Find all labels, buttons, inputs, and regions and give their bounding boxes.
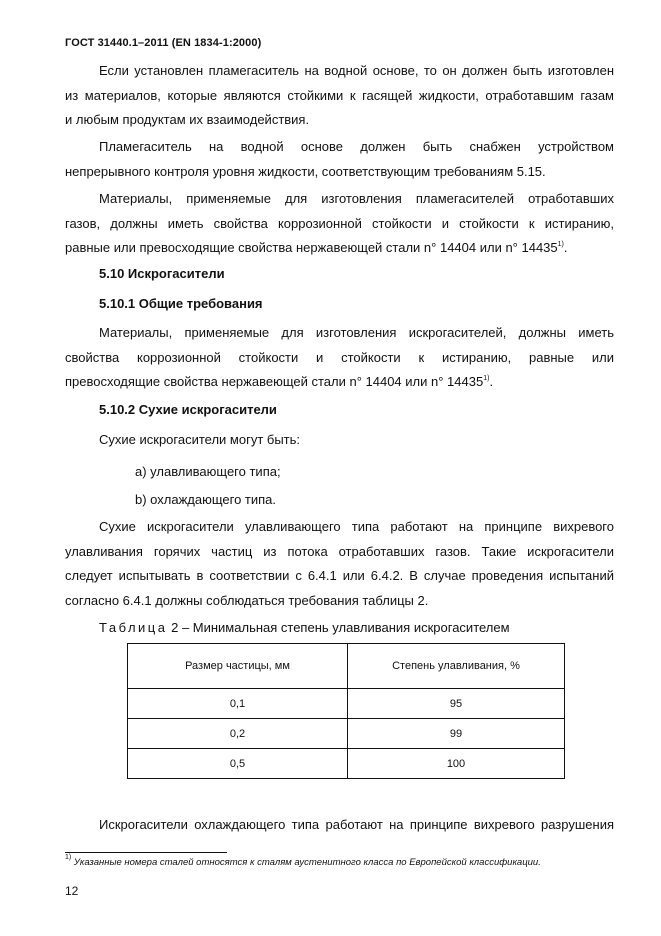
paragraph-cooling-type <box>65 813 614 838</box>
column-header-capture-rate: Степень улавливания, % <box>348 644 565 689</box>
heading-5-10: 5.10 Искрогасители <box>99 266 225 281</box>
text-line: согласно 6.4.1 должны соблюдаться требования таблицы 2. <box>65 592 429 608</box>
text-line: Если установлен пламегаситель на водной основе, то он должен быть изготовлен <box>99 63 614 78</box>
text-line: следует испытывать в соответствии с 6.4.1 или 6.4.2. В случае проведения испытаний <box>65 568 614 583</box>
table-cell: 0,5 <box>128 749 348 779</box>
paragraph-water-flame-arrester <box>65 59 614 133</box>
footnote-divider <box>65 852 227 853</box>
table-cell: 95 <box>348 689 565 719</box>
text-line: и любым продуктам их взаимодействия. <box>65 112 310 127</box>
text-line: свойства коррозионной стойкости и стойкости к истиранию, равные или <box>65 349 614 365</box>
paragraph-level-control <box>65 135 614 184</box>
list-item: b) охлаждающего типа. <box>135 492 277 507</box>
column-header-particle-size: Размер частицы, мм <box>128 644 348 689</box>
footnote-text: Указанные номера сталей относятся к сталям аустенитного класса по Европейской классификации. <box>71 857 541 868</box>
paragraph-dry-arresters-intro <box>65 428 614 453</box>
heading-5-10-1: 5.10.1 Общие требования <box>99 296 263 311</box>
table-cell: 100 <box>348 749 565 779</box>
table-header-row <box>128 644 565 689</box>
capture-rate-table <box>127 643 565 779</box>
page-number: 12 <box>65 884 79 898</box>
text-line: Сухие искрогасители улавливающего типа работают на принципе вихревого <box>99 519 614 534</box>
text-line: Искрогасители охлаждающего типа работают на принципе вихревого разрушения <box>99 817 614 832</box>
text-line: Сухие искрогасители могут быть: <box>99 432 301 447</box>
footnote-mark: 1) <box>65 854 72 861</box>
paragraph-materials-spark-arrester <box>65 321 614 395</box>
document-header: ГОСТ 31440.1–2011 (EN 1834-1:2000) <box>65 37 262 49</box>
text-line: улавливания горячих частиц из потока отработавших газов. Такие искрогасители <box>65 543 614 559</box>
table-caption-label: Таблица <box>99 620 168 635</box>
footnote <box>65 854 541 868</box>
table-row <box>128 689 565 719</box>
table-cell: 0,2 <box>128 719 348 749</box>
table-row <box>128 719 565 749</box>
footnote-ref: 1) <box>557 241 564 248</box>
text-line: непрерывного контроля уровня жидкости, соответствующим требованиям 5.15. <box>65 163 546 179</box>
text-line: Материалы, применяемые для изготовления пламегасителей отработавших <box>99 191 614 206</box>
text-line: из материалов, которые являются стойкими к гасящей жидкости, отработавшим газам <box>65 87 614 103</box>
text-line: Пламегаситель на водной основе должен быть снабжен устройством <box>99 139 614 154</box>
heading-5-10-2: 5.10.2 Сухие искрогасители <box>99 402 277 417</box>
table-row <box>128 749 565 779</box>
text-line: превосходящие свойства нержавеющей стали n° 14404 или n° 14435$^{1)}$. <box>65 374 494 389</box>
table-cell: 0,1 <box>128 689 348 719</box>
list-item: а) улавливающего типа; <box>135 464 281 479</box>
table-caption <box>99 620 510 635</box>
table-caption-text: 2 – Минимальная степень улавливания искрогасителем <box>167 620 510 635</box>
paragraph-catching-type <box>65 515 614 613</box>
footnote-ref: 1) <box>483 375 490 382</box>
text-line: газов, должны иметь свойства коррозионной стойкости и стойкости к истиранию, <box>65 215 614 231</box>
paragraph-materials-flame-arrester <box>65 187 614 261</box>
text-line: Материалы, применяемые для изготовления искрогасителей, должны иметь <box>99 325 614 340</box>
text-line: равные или превосходящие свойства нержавеющей стали n° 14404 или n° 14435$^{1)}$. <box>65 240 568 255</box>
table-cell: 99 <box>348 719 565 749</box>
